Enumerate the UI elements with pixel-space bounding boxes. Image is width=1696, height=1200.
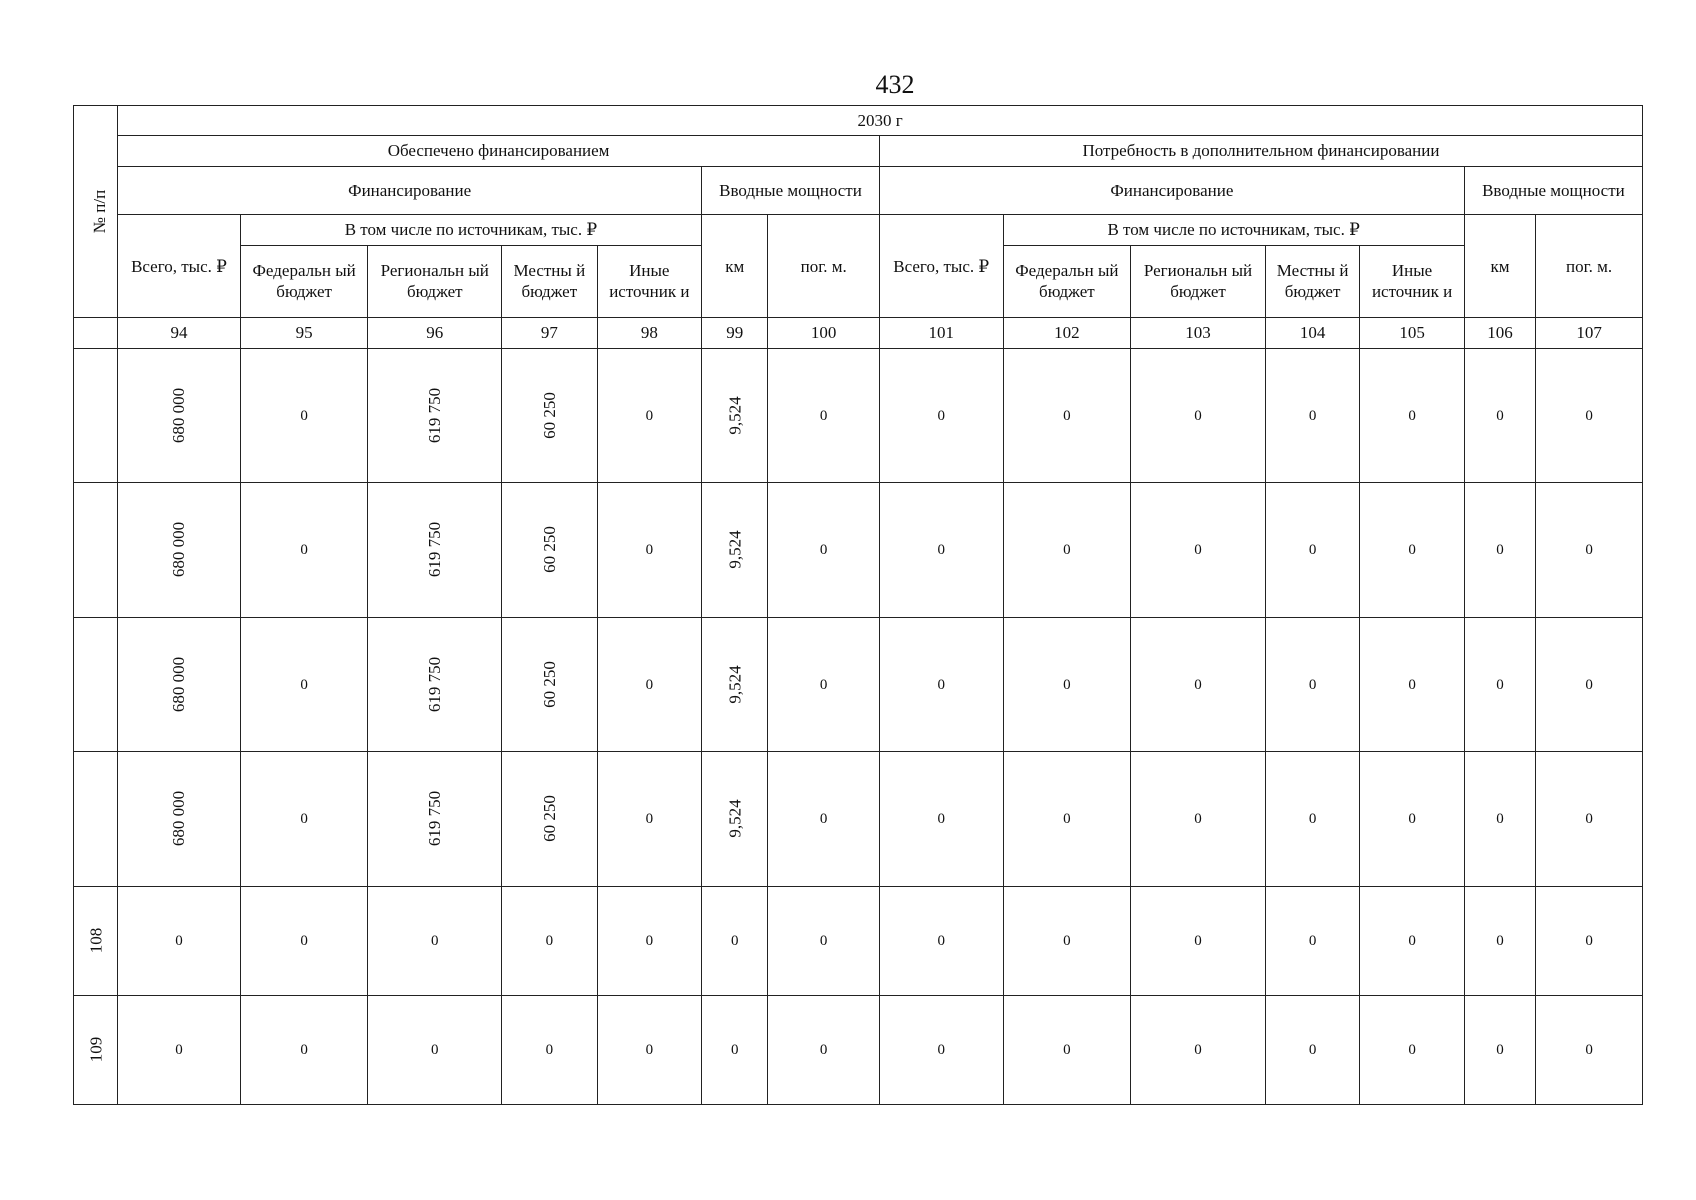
need-local-header: Местны й бюджет bbox=[1265, 245, 1359, 318]
need-pogm-header: пог. м. bbox=[1536, 215, 1643, 318]
table-cell: 0 bbox=[368, 995, 502, 1104]
table-cell: 9,524 bbox=[702, 617, 768, 751]
column-number-cell: 99 bbox=[702, 318, 768, 348]
need-other-header: Иные источник и bbox=[1360, 245, 1465, 318]
table-cell: 0 bbox=[1003, 617, 1131, 751]
table-cell: 0 bbox=[240, 617, 368, 751]
table-cell: 680 000 bbox=[118, 617, 241, 751]
need-financing-header: Финансирование bbox=[879, 166, 1464, 215]
table-cell: 680 000 bbox=[118, 483, 241, 617]
need-group-header: Потребность в дополнительном финансировании bbox=[879, 136, 1642, 166]
table-cell: 0 bbox=[1265, 483, 1359, 617]
funded-group-header: Обеспечено финансированием bbox=[118, 136, 880, 166]
table-cell: 0 bbox=[1003, 348, 1131, 482]
financing-table bbox=[73, 105, 1643, 1105]
table-cell: 0 bbox=[1131, 752, 1266, 886]
table-row bbox=[74, 617, 1643, 751]
table-cell: 0 bbox=[1360, 995, 1465, 1104]
column-number-cell bbox=[74, 318, 118, 348]
table-cell: 0 bbox=[1003, 995, 1131, 1104]
table-cell: 0 bbox=[1360, 617, 1465, 751]
table-cell: 0 bbox=[118, 886, 241, 995]
table-cell: 0 bbox=[768, 483, 880, 617]
table-cell: 0 bbox=[1536, 483, 1643, 617]
table-cell: 60 250 bbox=[502, 348, 597, 482]
row-number-cell: 108 bbox=[74, 886, 118, 995]
table-cell: 0 bbox=[1003, 752, 1131, 886]
table-cell: 0 bbox=[1003, 886, 1131, 995]
table-cell: 0 bbox=[597, 348, 702, 482]
table-cell: 0 bbox=[1131, 483, 1266, 617]
table-cell: 0 bbox=[1265, 348, 1359, 482]
table-cell: 0 bbox=[1536, 995, 1643, 1104]
need-federal-header: Федеральн ый бюджет bbox=[1003, 245, 1131, 318]
table-cell: 0 bbox=[597, 886, 702, 995]
table-cell: 0 bbox=[1360, 483, 1465, 617]
funded-sources-header: В том числе по источникам, тыс. ₽ bbox=[240, 215, 701, 245]
table-cell: 0 bbox=[502, 886, 597, 995]
funded-capacity-header: Вводные мощности bbox=[702, 166, 880, 215]
column-number-cell: 104 bbox=[1265, 318, 1359, 348]
table-cell: 0 bbox=[597, 752, 702, 886]
table-cell: 0 bbox=[1464, 483, 1535, 617]
table-cell: 0 bbox=[1131, 348, 1266, 482]
table-cell: 0 bbox=[1464, 886, 1535, 995]
column-number-cell: 96 bbox=[368, 318, 502, 348]
table-cell: 0 bbox=[597, 483, 702, 617]
table-cell: 0 bbox=[768, 617, 880, 751]
table-cell: 680 000 bbox=[118, 348, 241, 482]
funded-total-header: Всего, тыс. ₽ bbox=[118, 215, 241, 318]
table-cell: 619 750 bbox=[368, 348, 502, 482]
table-row bbox=[74, 995, 1643, 1104]
table-cell: 619 750 bbox=[368, 752, 502, 886]
row-number-cell bbox=[74, 483, 118, 617]
table-cell: 0 bbox=[597, 995, 702, 1104]
table-cell: 619 750 bbox=[368, 483, 502, 617]
table-cell: 0 bbox=[879, 348, 1003, 482]
table-cell: 0 bbox=[1360, 348, 1465, 482]
row-number-cell bbox=[74, 617, 118, 751]
funded-other-header: Иные источник и bbox=[597, 245, 702, 318]
column-number-cell: 101 bbox=[879, 318, 1003, 348]
column-number-cell: 94 bbox=[118, 318, 241, 348]
column-number-cell: 97 bbox=[502, 318, 597, 348]
funded-km-header: км bbox=[702, 215, 768, 318]
table-cell: 619 750 bbox=[368, 617, 502, 751]
year-header: 2030 г bbox=[118, 106, 1643, 136]
table-cell: 60 250 bbox=[502, 617, 597, 751]
column-number-cell: 100 bbox=[768, 318, 880, 348]
table-cell: 0 bbox=[768, 995, 880, 1104]
funded-local-header: Местны й бюджет bbox=[502, 245, 597, 318]
table-cell: 0 bbox=[240, 483, 368, 617]
funded-financing-header: Финансирование bbox=[118, 166, 702, 215]
column-number-cell: 105 bbox=[1360, 318, 1465, 348]
table-cell: 0 bbox=[1265, 995, 1359, 1104]
table-cell: 0 bbox=[1265, 617, 1359, 751]
need-km-header: км bbox=[1464, 215, 1535, 318]
table-cell: 0 bbox=[768, 886, 880, 995]
row-number-cell bbox=[74, 752, 118, 886]
table-cell: 0 bbox=[1536, 886, 1643, 995]
table-cell: 0 bbox=[1464, 752, 1535, 886]
table-cell: 0 bbox=[240, 995, 368, 1104]
column-number-cell: 102 bbox=[1003, 318, 1131, 348]
table-cell: 9,524 bbox=[702, 483, 768, 617]
funded-federal-header: Федеральн ый бюджет bbox=[240, 245, 368, 318]
row-number-header: № п/п bbox=[74, 106, 118, 318]
table-cell: 0 bbox=[1360, 886, 1465, 995]
table-cell: 0 bbox=[1536, 348, 1643, 482]
table-cell: 0 bbox=[1464, 348, 1535, 482]
table-cell: 0 bbox=[118, 995, 241, 1104]
table-cell: 0 bbox=[1265, 752, 1359, 886]
table-cell: 0 bbox=[502, 995, 597, 1104]
table-cell: 0 bbox=[879, 995, 1003, 1104]
page-number: 432 bbox=[875, 70, 915, 99]
column-number-cell: 103 bbox=[1131, 318, 1266, 348]
table-cell: 0 bbox=[240, 886, 368, 995]
table-cell: 0 bbox=[768, 752, 880, 886]
table-row bbox=[74, 752, 1643, 886]
table-cell: 9,524 bbox=[702, 752, 768, 886]
table-cell: 680 000 bbox=[118, 752, 241, 886]
table-cell: 0 bbox=[879, 617, 1003, 751]
funded-regional-header: Региональн ый бюджет bbox=[368, 245, 502, 318]
table-cell: 60 250 bbox=[502, 752, 597, 886]
table-cell: 0 bbox=[879, 752, 1003, 886]
table-cell: 0 bbox=[879, 483, 1003, 617]
table-cell: 0 bbox=[1536, 752, 1643, 886]
table-cell: 0 bbox=[702, 995, 768, 1104]
table-row bbox=[74, 886, 1643, 995]
need-capacity-header: Вводные мощности bbox=[1464, 166, 1642, 215]
table-cell: 0 bbox=[879, 886, 1003, 995]
table-cell: 0 bbox=[1265, 886, 1359, 995]
table-cell: 0 bbox=[1536, 617, 1643, 751]
column-number-cell: 107 bbox=[1536, 318, 1643, 348]
table-cell: 9,524 bbox=[702, 348, 768, 482]
table-cell: 60 250 bbox=[502, 483, 597, 617]
table-cell: 0 bbox=[1003, 483, 1131, 617]
table-cell: 0 bbox=[240, 348, 368, 482]
table-cell: 0 bbox=[368, 886, 502, 995]
table-cell: 0 bbox=[1360, 752, 1465, 886]
column-number-cell: 106 bbox=[1464, 318, 1535, 348]
table-cell: 0 bbox=[1464, 995, 1535, 1104]
need-regional-header: Региональн ый бюджет bbox=[1131, 245, 1266, 318]
table-cell: 0 bbox=[1131, 995, 1266, 1104]
table-cell: 0 bbox=[240, 752, 368, 886]
table-row bbox=[74, 483, 1643, 617]
column-number-cell: 95 bbox=[240, 318, 368, 348]
need-total-header: Всего, тыс. ₽ bbox=[879, 215, 1003, 318]
table-row bbox=[74, 348, 1643, 482]
row-number-cell bbox=[74, 348, 118, 482]
table-cell: 0 bbox=[1131, 617, 1266, 751]
table-cell: 0 bbox=[1464, 617, 1535, 751]
table-cell: 0 bbox=[702, 886, 768, 995]
row-number-cell: 109 bbox=[74, 995, 118, 1104]
table-cell: 0 bbox=[768, 348, 880, 482]
column-numbers-row bbox=[74, 318, 1643, 348]
table-cell: 0 bbox=[1131, 886, 1266, 995]
column-number-cell: 98 bbox=[597, 318, 702, 348]
table-cell: 0 bbox=[597, 617, 702, 751]
funded-pogm-header: пог. м. bbox=[768, 215, 880, 318]
need-sources-header: В том числе по источникам, тыс. ₽ bbox=[1003, 215, 1464, 245]
